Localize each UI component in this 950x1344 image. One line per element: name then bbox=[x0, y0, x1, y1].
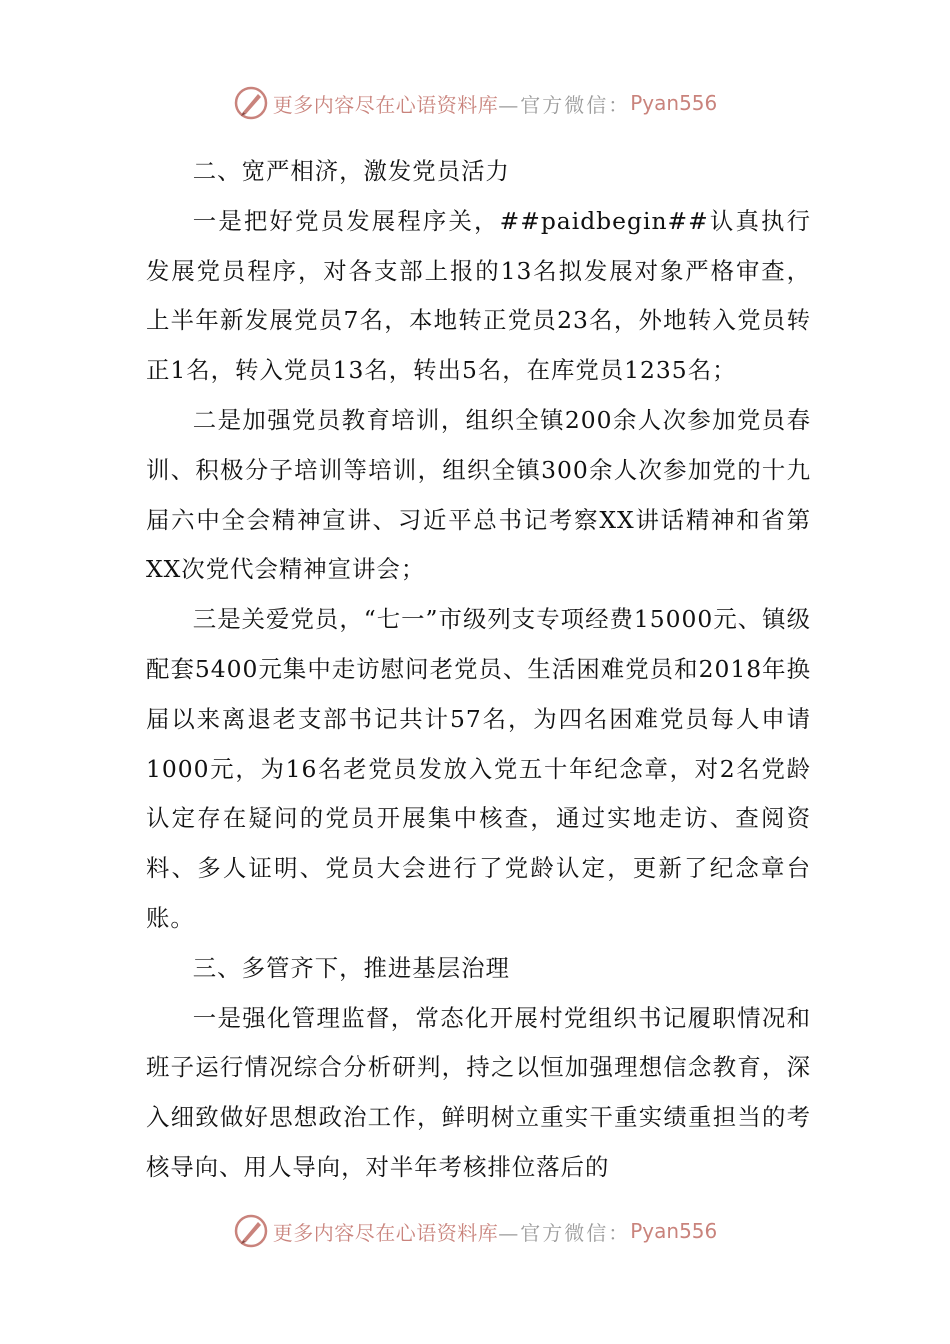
body-paragraph: 一是强化管理监督，常态化开展村党组织书记履职情况和班子运行情况综合分析研判，持之以恒加强理想信念教育，深入细致做好思想政治工作，鲜明树立重实干重实绩重担当的考核导向、用人导向，对半年考核排位落后的 bbox=[146, 1003, 811, 1181]
pen-logo-icon bbox=[233, 1213, 269, 1249]
watermark-brand: 更多内容尽在心语资料库 bbox=[272, 92, 499, 117]
watermark-wechat-id: Pyan556 bbox=[630, 91, 718, 115]
watermark-wechat-id: Pyan556 bbox=[630, 1219, 718, 1243]
body-paragraph: 一是把好党员发展程序关，##paidbegin##认真执行发展党员程序，对各支部上报的13名拟发展对象严格审查，上半年新发展党员7名，本地转正党员23名，外地转入党员转正1名，转入党员13名，转出5名，在库党员1235名； bbox=[146, 206, 811, 385]
pen-logo-icon bbox=[233, 85, 269, 121]
section-heading: 二、宽严相济，激发党员活力 bbox=[192, 157, 510, 185]
watermark-brand: 更多内容尽在心语资料库 bbox=[272, 1220, 499, 1245]
watermark-official-label: —官方微信： bbox=[498, 92, 631, 117]
body-paragraph: 二是加强党员教育培训，组织全镇200余人次参加党员春训、积极分子培训等培训，组织全镇300余人次参加党的十九届六中全会精神宣讲、习近平总书记考察XX讲话精神和省第XX次党代会精神宣讲会； bbox=[146, 405, 811, 584]
watermark-official-label: —官方微信： bbox=[498, 1220, 631, 1245]
header-watermark bbox=[0, 83, 950, 123]
section-heading: 三、多管齐下，推进基层治理 bbox=[192, 953, 510, 982]
body-paragraph: 三是关爱党员，“七一”市级列支专项经费15000元、镇级配套5400元集中走访慰问老党员、生活困难党员和2018年换届以来离退老支部书记共计57名，为四名困难党员每人申请1000元，为16名老党员发放入党五十年纪念章，对2名党龄认定存在疑问的党员开展集中核查，通过实地走访、查阅资料、多人证明、党员大会进行了党龄认定，更新了纪念章台账。 bbox=[146, 605, 811, 932]
document-body bbox=[146, 147, 811, 1193]
footer-watermark bbox=[0, 1211, 950, 1251]
